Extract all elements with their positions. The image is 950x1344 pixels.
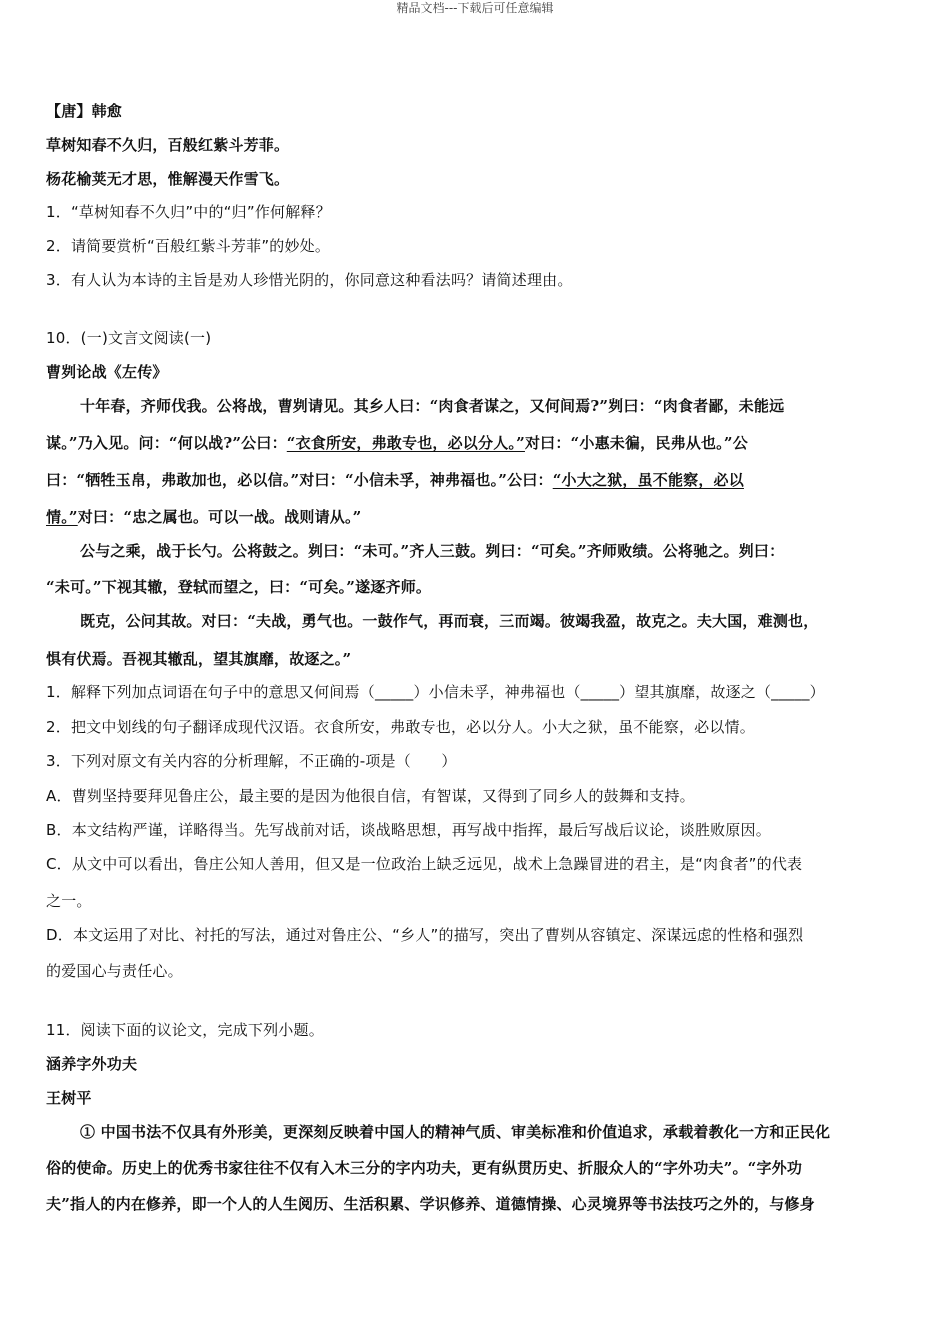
q11-heading: 11．阅读下面的议论文，完成下列小题。 [46,1021,324,1039]
poem-author: 【唐】韩愈 [46,102,123,120]
q10-option-a: A．曹刿坚持要拜见鲁庄公，最主要的是因为他很自信，有智谋，又得到了同乡人的鼓舞和支持。 [46,787,695,805]
q10-option-b: B．本文结构严谨，详略得当。先写战前对话，谈战略思想，再写战中指挥，最后写战后议论，谈胜败原因。 [46,821,771,839]
q10-p1-line-2 [46,432,906,454]
q10-p3-line-2: 惧有伏焉。吾视其辙乱，望其旗靡，故逐之。” [46,650,352,668]
poem-question-3: 3．有人认为本诗的主旨是劝人珍惜光阴的，你同意这种看法吗？请简述理由。 [46,271,573,289]
q10-option-c-line-2: 之一。 [46,892,92,910]
q10-underlined-sentence-2a: “小大之狱，虽不能察，必以 [552,471,744,489]
q10-option-c-line-1: C．从文中可以看出，鲁庄公知人善用，但又是一位政治上缺乏远见，战术上急躁冒进的君主，是“肉食者”的代表 [46,855,803,873]
q10-p1-line-2a: 谋。”乃入见。问：“何以战?”公曰： [46,434,287,452]
q11-article-title: 涵养字外功夫 [46,1055,138,1073]
q10-question-2: 2．把文中划线的句子翻译成现代汉语。衣食所安，弗敢专也，必以分人。小大之狱，虽不能察，必以情。 [46,718,755,736]
q10-p1-line-3 [46,469,906,491]
q10-p1-line-3a: 曰：“牺牲玉帛，弗敢加也，必以信。”对曰：“小信未孚，神弗福也。”公曰： [46,471,553,489]
q10-p2-line-1: 公与之乘，战于长勺。公将鼓之。刿曰：“未可。”齐人三鼓。刿曰：“可矣。”齐师败绩。公将驰之。刿曰： [80,542,785,560]
page-header: 精品文档---下载后可任意编辑 [396,1,554,15]
q10-option-d-line-1: D．本文运用了对比、衬托的写法，通过对鲁庄公、“乡人”的描写，突出了曹刿从容镇定、深谋远虑的性格和强烈 [46,926,804,944]
q10-question-3: 3．下列对原文有关内容的分析理解，不正确的-项是（ ） [46,752,457,770]
q10-p1-line-4b: 对曰：“忠之属也。可以一战。战则请从。” [77,508,362,526]
q10-p1-line-2b: 对曰：“小惠未徧，民弗从也。”公 [524,434,748,452]
q10-question-1: 1．解释下列加点词语在句子中的意思又何间焉（_____）小信未孚，神弗福也（_____）望其旗靡，故逐之（_____） [46,683,825,701]
q11-p1-line-1: ① 中国书法不仅具有外形美，更深刻反映着中国人的精神气质、审美标准和价值追求，承载着教化一方和正民化 [80,1123,831,1141]
q10-p2-line-2: “未可。”下视其辙，登轼而望之，曰：“可矣。”遂逐齐师。 [46,578,432,596]
q10-passage-title: 曹刿论战《左传》 [46,363,168,381]
q11-article-author: 王树平 [46,1089,92,1107]
q10-underlined-sentence-2b: 情。” [46,508,78,526]
poem-line-2: 杨花榆荚无才思，惟解漫天作雪飞。 [46,170,290,188]
q11-p1-line-3: 夫”指人的内在修养，即一个人的人生阅历、生活积累、学识修养、道德情操、心灵境界等书法技巧之外的，与修身 [46,1195,815,1213]
q10-p1-line-4 [46,506,906,528]
q10-option-d-line-2: 的爱国心与责任心。 [46,962,183,980]
poem-line-1: 草树知春不久归，百般红紫斗芳菲。 [46,136,290,154]
poem-question-1: 1．“草树知春不久归”中的“归”作何解释？ [46,203,331,221]
q11-p1-line-2: 俗的使命。历史上的优秀书家往往不仅有入木三分的字内功夫，更有纵贯历史、折服众人的“字外功夫”。“字外功 [46,1159,803,1177]
q10-p3-line-1: 既克，公问其故。对曰：“夫战，勇气也。一鼓作气，再而衰，三而竭。彼竭我盈，故克之。夫大国，难测也， [80,612,819,630]
q10-heading: 10．(一)文言文阅读(一) [46,329,212,347]
q10-underlined-sentence-1: “衣食所安，弗敢专也，必以分人。” [286,434,525,452]
poem-question-2: 2．请简要赏析“百般红紫斗芳菲”的妙处。 [46,237,331,255]
q10-p1-line-1: 十年春，齐师伐我。公将战，曹刿请见。其乡人曰：“肉食者谋之，又何间焉?”刿曰：“肉食者鄙，未能远 [80,397,785,415]
